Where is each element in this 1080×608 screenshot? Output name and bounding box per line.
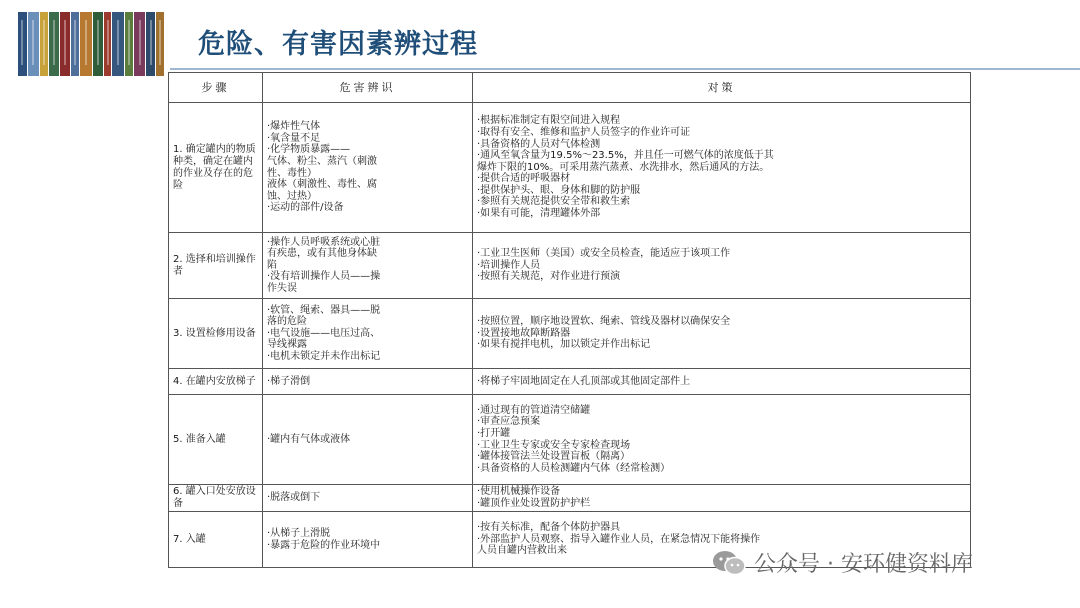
book-spine xyxy=(28,12,39,76)
table-body xyxy=(169,103,971,568)
hazard-table xyxy=(168,72,971,568)
measure-line: ·审查应急预案 xyxy=(477,416,541,428)
hazard-line: ·电机未锁定并未作出标记 xyxy=(267,350,381,362)
hazard-line: ·爆炸性气体 xyxy=(267,121,321,133)
hazard-line: ·化学物质暴露—— xyxy=(267,144,351,156)
measure-line: ·通风至氧含量为19.5%～23.5%，并且任一可燃气体的浓度低于其 xyxy=(477,150,774,162)
table-row xyxy=(169,485,971,512)
book-spine xyxy=(49,12,59,76)
hazard-cell xyxy=(263,395,473,485)
measure-cell xyxy=(473,233,971,299)
table-row xyxy=(169,233,971,299)
hazard-line: ·罐内有气体或液体 xyxy=(267,433,351,445)
book-spine xyxy=(125,12,134,76)
hazard-line: 导线裸露 xyxy=(267,339,307,351)
hazard-line: ·没有培训操作人员——操 xyxy=(267,271,381,283)
measure-line: 人员自罐内营救出来 xyxy=(477,545,567,557)
watermark-text: 公众号 · 安环健资料库 xyxy=(754,552,973,577)
step-cell: 1. 确定罐内的物质种类，确定在罐内的作业及存在的危险 xyxy=(169,103,263,233)
book-spine xyxy=(60,12,70,76)
hazard-line: 气体、粉尘、蒸汽（刺激 xyxy=(267,155,377,167)
hazard-line: ·氧含量不足 xyxy=(267,132,321,144)
step-cell: 2. 选择和培训操作者 xyxy=(169,233,263,299)
measure-line: ·外部监护人员观察、指导入罐作业人员，在紧急情况下能将操作 xyxy=(477,533,761,545)
measure-cell xyxy=(473,485,971,512)
book-spine xyxy=(104,12,112,76)
measure-line: ·提供合适的呼吸器材 xyxy=(477,173,571,185)
measure-line: ·按有关标准，配备个体防护器具 xyxy=(477,522,621,534)
measure-cell xyxy=(473,103,971,233)
measure-line: ·按照有关规范，对作业进行预演 xyxy=(477,271,621,283)
hazard-line: ·从梯子上滑脱 xyxy=(267,527,331,539)
hazard-line: 液体（刺激性、毒性、腐 xyxy=(267,179,377,191)
measure-line: ·工业卫生医师（美国）或安全员检查，能适应于该项工作 xyxy=(477,248,731,260)
column-header-hazard: 危害辨识 xyxy=(263,73,473,103)
hazard-line: 落的危险 xyxy=(267,316,307,328)
hazard-line: 蚀、过热） xyxy=(267,190,317,202)
step-cell: 3. 设置检修用设备 xyxy=(169,299,263,369)
measure-line: ·将梯子牢固地固定在人孔顶部或其他固定部件上 xyxy=(477,375,691,387)
column-header-step: 步骤 xyxy=(169,73,263,103)
table-row xyxy=(169,299,971,369)
table-row xyxy=(169,369,971,395)
measure-line: ·通过现有的管道清空储罐 xyxy=(477,404,591,416)
hazard-line: ·暴露于危险的作业环境中 xyxy=(267,539,381,551)
hazard-line: ·脱落或倒下 xyxy=(267,492,321,504)
measure-line: ·培训操作人员 xyxy=(477,259,541,271)
measure-line: ·设置接地故障断路器 xyxy=(477,327,571,339)
measure-line: ·罐顶作业处设置防护护栏 xyxy=(477,498,591,509)
header-logo-books xyxy=(18,12,164,76)
measure-line: ·工业卫生专家或安全专家检查现场 xyxy=(477,439,631,451)
table-row xyxy=(169,395,971,485)
wechat-watermark xyxy=(712,547,973,578)
hazard-cell xyxy=(263,233,473,299)
hazard-line: 作失误 xyxy=(267,282,297,294)
hazard-line: ·运动的部件/设备 xyxy=(267,202,344,214)
measure-line: ·打开罐 xyxy=(477,427,511,439)
step-cell: 7. 入罐 xyxy=(169,512,263,568)
measure-line: ·如果有可能，清理罐体外部 xyxy=(477,208,601,220)
step-cell: 4. 在罐内安放梯子 xyxy=(169,369,263,395)
table-row xyxy=(169,103,971,233)
measure-line: ·提供保护头、眼、身体和脚的防护服 xyxy=(477,184,641,196)
hazard-line: ·操作人员呼吸系统或心脏 xyxy=(267,236,381,248)
book-spine xyxy=(156,12,164,76)
book-spine xyxy=(18,12,27,76)
book-spine xyxy=(134,12,144,76)
measure-cell xyxy=(473,299,971,369)
hazard-cell xyxy=(263,103,473,233)
hazard-cell xyxy=(263,512,473,568)
hazard-line: 性、毒性） xyxy=(267,167,317,179)
hazard-cell xyxy=(263,369,473,395)
measure-line: ·根据标准制定有限空间进入规程 xyxy=(477,115,621,127)
book-spine xyxy=(80,12,92,76)
book-spine xyxy=(40,12,48,76)
measure-line: ·使用机械操作设备 xyxy=(477,486,561,498)
measure-cell xyxy=(473,369,971,395)
book-spine xyxy=(93,12,103,76)
page-title: 危险、有害因素辨过程 xyxy=(198,29,478,60)
step-cell: 6. 罐入口处安放设备 xyxy=(169,485,263,512)
book-spine xyxy=(112,12,123,76)
hazard-line: 陷 xyxy=(267,259,277,271)
hazard-line: ·软管、绳索、器具——脱 xyxy=(267,304,381,316)
column-header-measure: 对策 xyxy=(473,73,971,103)
hazard-line: ·梯子滑倒 xyxy=(267,375,311,387)
measure-line: ·如果有搅拌电机，加以锁定并作出标记 xyxy=(477,339,651,351)
title-divider xyxy=(170,68,1080,70)
measure-line: ·参照有关规范提供安全带和救生索 xyxy=(477,196,631,208)
measure-line: ·取得有安全、维修和监护人员签字的作业许可证 xyxy=(477,126,691,138)
hazard-cell xyxy=(263,485,473,512)
hazard-cell xyxy=(263,299,473,369)
hazard-line: ·电气设施——电压过高、 xyxy=(267,327,381,339)
measure-cell xyxy=(473,395,971,485)
table-header-row xyxy=(169,73,971,103)
measure-line: ·具备资格的人员检测罐内气体（经常检测） xyxy=(477,462,671,474)
measure-line: ·罐体接管法兰处设置盲板（隔离） xyxy=(477,451,631,463)
measure-line: 爆炸下限的10%。可采用蒸汽蒸煮、水洗排水，然后通风的方法。 xyxy=(477,161,770,173)
measure-line: ·具备资格的人员对气体检测 xyxy=(477,138,601,150)
measure-line: ·按照位置，顺序地设置软、绳索、管线及器材以确保安全 xyxy=(477,316,731,328)
book-spine xyxy=(146,12,156,76)
book-spine xyxy=(71,12,80,76)
wechat-icon xyxy=(712,550,746,576)
hazard-line: 有疾患，或有其他身体缺 xyxy=(267,248,377,260)
step-cell: 5. 准备入罐 xyxy=(169,395,263,485)
